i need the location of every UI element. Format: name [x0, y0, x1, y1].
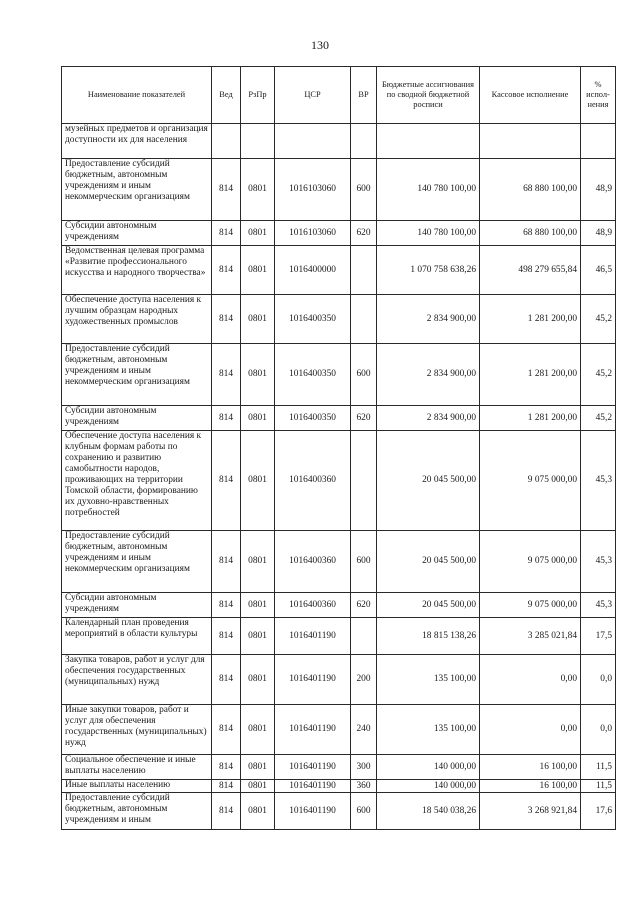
row-vr: 600 [351, 531, 377, 593]
row-percent: 48,9 [581, 221, 616, 246]
row-csr: 1016400350 [275, 406, 351, 431]
row-percent: 17,5 [581, 618, 616, 655]
row-ved: 814 [212, 655, 241, 705]
row-name: Иные выплаты населению [62, 780, 212, 793]
header-rzpr: РзПр [241, 67, 275, 124]
row-vr [351, 246, 377, 295]
row-ved: 814 [212, 593, 241, 618]
row-csr: 1016400000 [275, 246, 351, 295]
row-budget: 20 045 500,00 [377, 593, 480, 618]
row-rzpr: 0801 [241, 593, 275, 618]
row-csr: 1016400350 [275, 344, 351, 406]
row-name: Субсидии автономным учреждениям [62, 406, 212, 431]
row-vr: 200 [351, 655, 377, 705]
row-ved: 814 [212, 618, 241, 655]
row-ved: 814 [212, 295, 241, 344]
row-budget: 140 780 100,00 [377, 221, 480, 246]
row-budget: 140 000,00 [377, 780, 480, 793]
row-vr [351, 124, 377, 159]
row-rzpr: 0801 [241, 655, 275, 705]
row-csr: 1016401190 [275, 705, 351, 755]
row-rzpr: 0801 [241, 793, 275, 830]
header-csr: ЦСР [275, 67, 351, 124]
row-cash: 1 281 200,00 [480, 406, 581, 431]
row-cash: 0,00 [480, 655, 581, 705]
row-cash: 1 281 200,00 [480, 295, 581, 344]
row-rzpr: 0801 [241, 344, 275, 406]
row-vr: 360 [351, 780, 377, 793]
row-rzpr: 0801 [241, 755, 275, 780]
row-rzpr: 0801 [241, 780, 275, 793]
row-rzpr: 0801 [241, 221, 275, 246]
row-budget: 135 100,00 [377, 655, 480, 705]
row-cash: 9 075 000,00 [480, 531, 581, 593]
row-cash: 0,00 [480, 705, 581, 755]
header-vr: ВР [351, 67, 377, 124]
row-cash: 3 285 021,84 [480, 618, 581, 655]
table-row [62, 221, 616, 246]
row-rzpr: 0801 [241, 406, 275, 431]
row-ved: 814 [212, 221, 241, 246]
row-rzpr: 0801 [241, 295, 275, 344]
row-vr: 600 [351, 793, 377, 830]
row-budget: 20 045 500,00 [377, 431, 480, 531]
table-row [62, 793, 616, 830]
row-csr: 1016401190 [275, 618, 351, 655]
row-cash: 16 100,00 [480, 780, 581, 793]
header-cash: Кассовое исполнение [480, 67, 581, 124]
row-budget: 135 100,00 [377, 705, 480, 755]
row-csr [275, 124, 351, 159]
row-vr [351, 618, 377, 655]
row-budget: 2 834 900,00 [377, 344, 480, 406]
row-budget: 2 834 900,00 [377, 295, 480, 344]
row-name: Субсидии автономным учреждениям [62, 593, 212, 618]
budget-execution-table [61, 66, 616, 830]
row-budget: 140 780 100,00 [377, 159, 480, 221]
row-name: Субсидии автономным учреждениям [62, 221, 212, 246]
row-rzpr: 0801 [241, 246, 275, 295]
row-ved: 814 [212, 344, 241, 406]
row-ved: 814 [212, 755, 241, 780]
header-ved: Вед [212, 67, 241, 124]
row-ved: 814 [212, 780, 241, 793]
row-percent: 11,5 [581, 780, 616, 793]
row-percent: 17,6 [581, 793, 616, 830]
table-row [62, 246, 616, 295]
row-percent: 0,0 [581, 655, 616, 705]
row-ved [212, 124, 241, 159]
row-percent: 45,2 [581, 295, 616, 344]
row-csr: 1016400360 [275, 431, 351, 531]
row-percent: 45,3 [581, 593, 616, 618]
table-row [62, 780, 616, 793]
row-rzpr: 0801 [241, 705, 275, 755]
row-budget: 1 070 758 638,26 [377, 246, 480, 295]
row-budget: 20 045 500,00 [377, 531, 480, 593]
row-percent: 46,5 [581, 246, 616, 295]
table-row [62, 159, 616, 221]
row-cash: 9 075 000,00 [480, 593, 581, 618]
row-cash: 16 100,00 [480, 755, 581, 780]
row-vr [351, 295, 377, 344]
row-percent: 48,9 [581, 159, 616, 221]
row-cash: 1 281 200,00 [480, 344, 581, 406]
row-vr: 620 [351, 593, 377, 618]
row-percent: 11,5 [581, 755, 616, 780]
row-cash: 68 880 100,00 [480, 221, 581, 246]
row-vr: 600 [351, 159, 377, 221]
row-percent [581, 124, 616, 159]
row-csr: 1016401190 [275, 780, 351, 793]
row-percent: 45,3 [581, 431, 616, 531]
row-name: музейных предметов и организация доступности их для населения [62, 124, 212, 159]
header-name: Наименование показателей [62, 67, 212, 124]
row-name: Предоставление субсидий бюджетным, автономным учреждениям и иным некоммерческим организациям [62, 159, 212, 221]
table-row [62, 755, 616, 780]
row-csr: 1016401190 [275, 755, 351, 780]
row-ved: 814 [212, 793, 241, 830]
row-vr: 600 [351, 344, 377, 406]
row-csr: 1016401190 [275, 793, 351, 830]
row-budget [377, 124, 480, 159]
row-cash: 9 075 000,00 [480, 431, 581, 531]
row-csr: 1016103060 [275, 221, 351, 246]
row-ved: 814 [212, 246, 241, 295]
row-vr: 620 [351, 221, 377, 246]
header-row [62, 67, 616, 124]
row-cash [480, 124, 581, 159]
row-rzpr: 0801 [241, 159, 275, 221]
row-vr: 240 [351, 705, 377, 755]
row-name: Обеспечение доступа населения к лучшим образцам народных художественных промыслов [62, 295, 212, 344]
row-cash: 3 268 921,84 [480, 793, 581, 830]
table-row [62, 431, 616, 531]
row-vr [351, 431, 377, 531]
row-cash: 498 279 655,84 [480, 246, 581, 295]
row-rzpr: 0801 [241, 531, 275, 593]
row-ved: 814 [212, 159, 241, 221]
row-percent: 45,2 [581, 406, 616, 431]
table-row [62, 593, 616, 618]
row-budget: 140 000,00 [377, 755, 480, 780]
row-budget: 18 540 038,26 [377, 793, 480, 830]
row-vr: 300 [351, 755, 377, 780]
table-row [62, 618, 616, 655]
row-name: Календарный план проведения мероприятий в области культуры [62, 618, 212, 655]
row-ved: 814 [212, 531, 241, 593]
row-ved: 814 [212, 705, 241, 755]
row-name: Предоставление субсидий бюджетным, автономным учреждениям и иным некоммерческим организациям [62, 531, 212, 593]
row-name: Предоставление субсидий бюджетным, автономным учреждениям и иным [62, 793, 212, 830]
row-name: Иные закупки товаров, работ и услуг для обеспечения государственных (муниципальных) нужд [62, 705, 212, 755]
table-row [62, 124, 616, 159]
row-budget: 18 815 138,26 [377, 618, 480, 655]
row-rzpr [241, 124, 275, 159]
table-row [62, 344, 616, 406]
header-budget: Бюджетные ассигнования по сводной бюджетной росписи [377, 67, 480, 124]
row-name: Обеспечение доступа населения к клубным формам работы по сохранению и развитию самобытности народов, проживающих на территории Томской области, формированию их духовно-нравственных потребностей [62, 431, 212, 531]
row-percent: 45,2 [581, 344, 616, 406]
table-row [62, 531, 616, 593]
row-cash: 68 880 100,00 [480, 159, 581, 221]
row-vr: 620 [351, 406, 377, 431]
table-row [62, 295, 616, 344]
table-row [62, 406, 616, 431]
row-ved: 814 [212, 406, 241, 431]
row-csr: 1016400350 [275, 295, 351, 344]
table-row [62, 705, 616, 755]
row-rzpr: 0801 [241, 618, 275, 655]
row-percent: 0,0 [581, 705, 616, 755]
row-csr: 1016400360 [275, 593, 351, 618]
row-name: Закупка товаров, работ и услуг для обеспечения государственных (муниципальных) нужд [62, 655, 212, 705]
page-number: 130 [311, 38, 329, 52]
row-percent: 45,3 [581, 531, 616, 593]
table-row [62, 655, 616, 705]
row-csr: 1016401190 [275, 655, 351, 705]
row-name: Ведомственная целевая программа «Развитие профессионального искусства и народного творчества» [62, 246, 212, 295]
header-percent: % испол-нения [581, 67, 616, 124]
row-name: Социальное обеспечение и иные выплаты населению [62, 755, 212, 780]
row-ved: 814 [212, 431, 241, 531]
row-name: Предоставление субсидий бюджетным, автономным учреждениям и иным некоммерческим организациям [62, 344, 212, 406]
row-budget: 2 834 900,00 [377, 406, 480, 431]
row-rzpr: 0801 [241, 431, 275, 531]
row-csr: 1016400360 [275, 531, 351, 593]
row-csr: 1016103060 [275, 159, 351, 221]
